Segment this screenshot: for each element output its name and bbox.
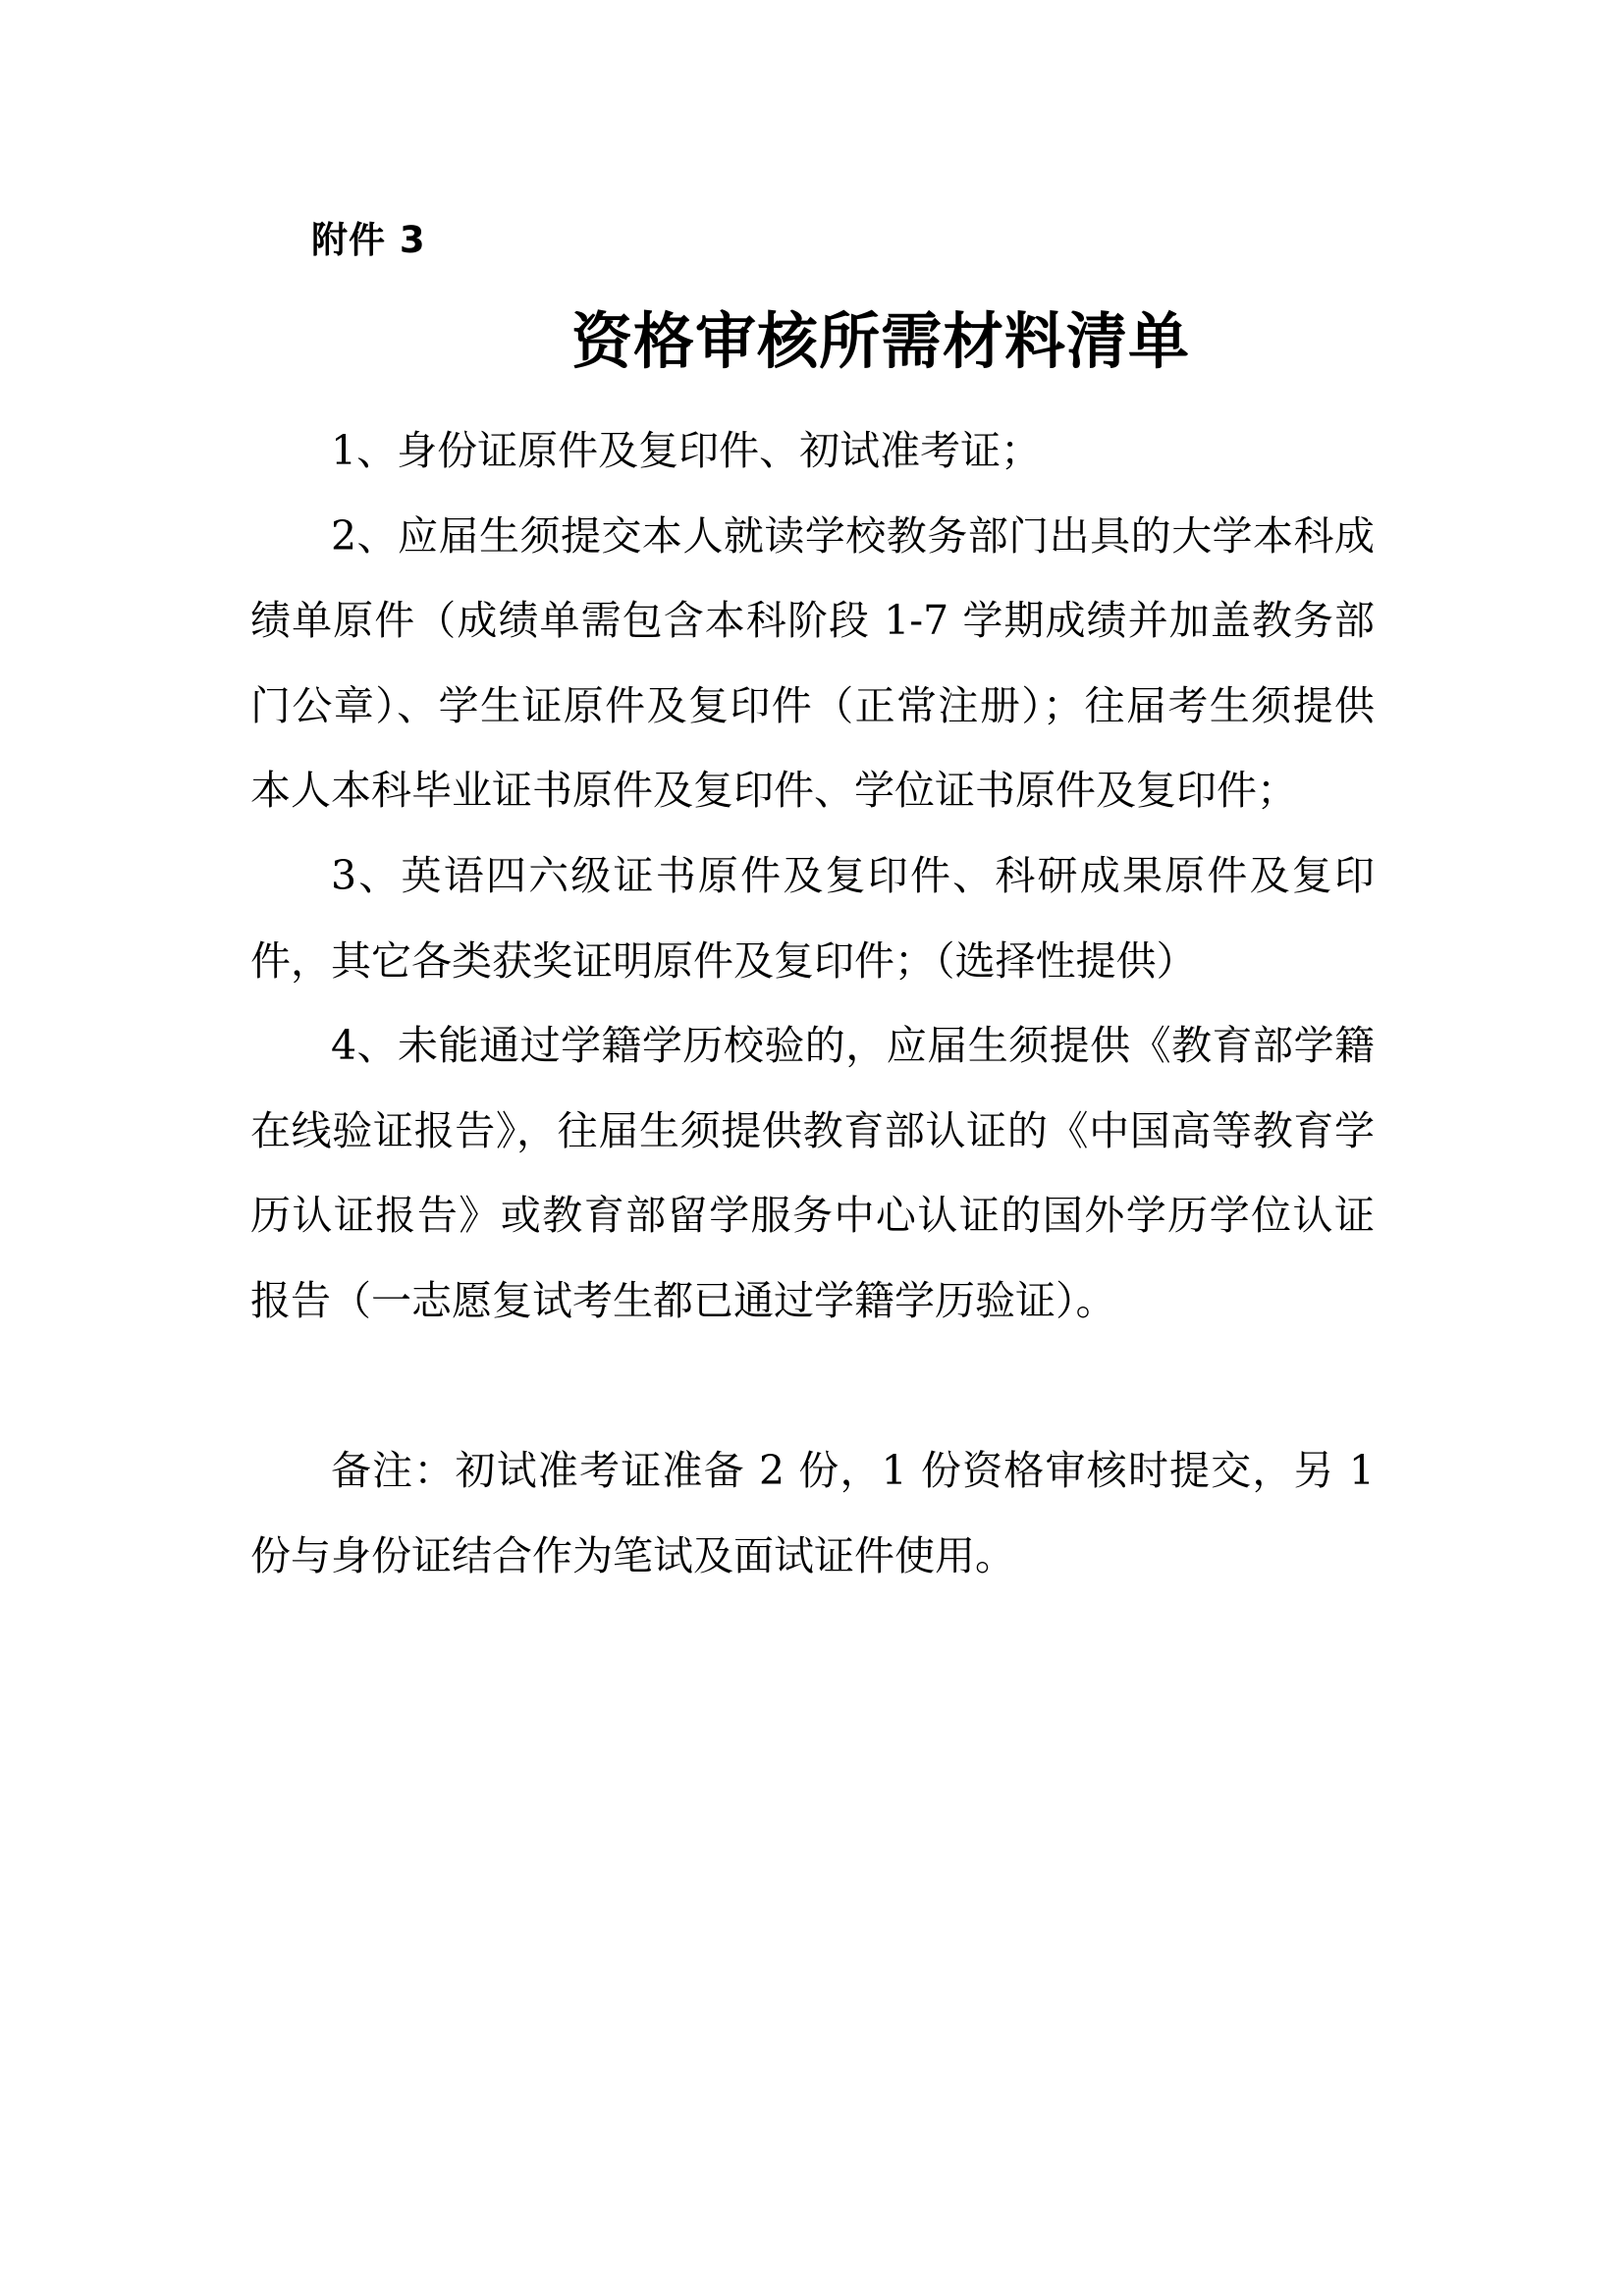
document-body [250, 408, 1375, 1598]
paragraph-2: 2、应届生须提交本人就读学校教务部门出具的大学本科成绩单原件（成绩单需包含本科阶段 1-7 学期成绩并加盖教务部门公章）、学生证原件及复印件（正常注册）；往届考生须提供本人本科毕业证书原件及复印件、学位证书原件及复印件； [250, 511, 1375, 815]
attachment-label: 附件 3 [311, 219, 426, 261]
note-paragraph: 备注：初试准考证准备 2 份，1 份资格审核时提交，另 1 份与身份证结合作为笔试及面试证件使用。 [250, 1447, 1375, 1579]
paragraph-4: 4、未能通过学籍学历校验的，应届生须提供《教育部学籍在线验证报告》，往届生须提供教育部认证的《中国高等教育学历认证报告》或教育部留学服务中心认证的国外学历学位认证报告（一志愿复试考生都已通过学籍学历验证）。 [250, 1022, 1375, 1324]
paragraph-3: 3、英语四六级证书原件及复印件、科研成果原件及复印件，其它各类获奖证明原件及复印件；（选择性提供） [250, 851, 1375, 985]
page-title: 资格审核所需材料清单 [570, 305, 1190, 377]
paragraph-1: 1、身份证原件及复印件、初试准考证； [331, 427, 1042, 474]
